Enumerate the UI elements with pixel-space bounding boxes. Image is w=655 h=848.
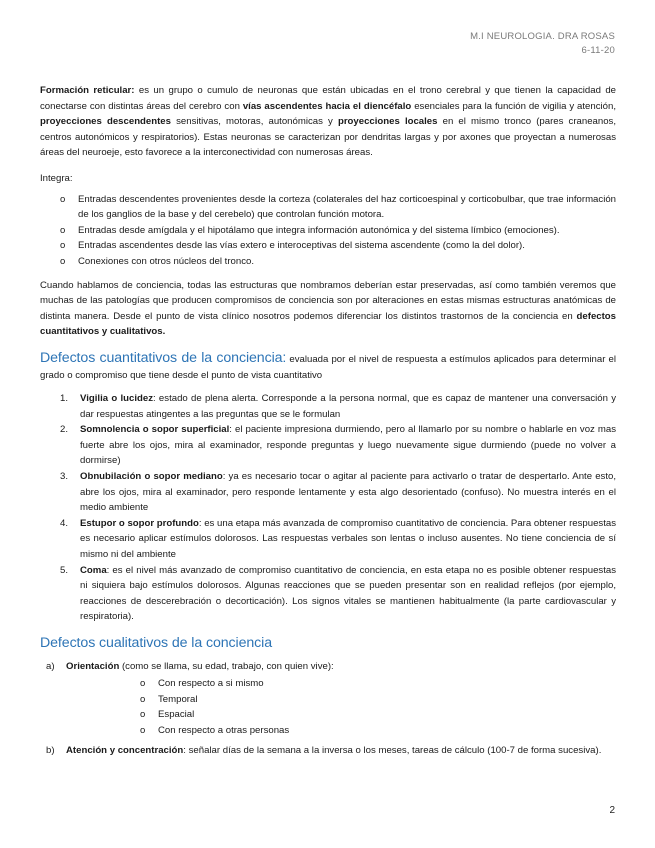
cuantitativos-list (40, 391, 616, 625)
section1-intro-text: evaluada por el nivel de respuesta a estímulos aplicados para determinar el grado o compromiso que tiene desde el punto de vista cuantitativo (40, 353, 617, 381)
item-number: 3. (60, 471, 69, 483)
item-text: : señalar días de la semana a la inversa o los meses, tareas de cálculo (100-7 de forma sucesiva). (183, 744, 602, 756)
item-text: : es una etapa más avanzada de compromiso cuantitativo de conciencia. Para obtener respuestas es necesario aplicar estímulos dolorosos. Las respuestas verbales son lentas o incluso ausentes. No tiene conciencia de sí mismo ni del ambiente (80, 517, 617, 561)
list-item: o Temporal (40, 692, 616, 708)
list-item (40, 516, 616, 563)
integra-label: Integra: (40, 172, 73, 184)
intro-bold-2: proyecciones descendentes (40, 116, 171, 128)
list-item: o Con respecto a si mismo (40, 676, 616, 692)
intro-bold-3: proyecciones locales (337, 116, 438, 128)
section-cuantitativos (40, 351, 616, 625)
item-text: : estado de plena alerta. Corresponde a la persona normal, que es capaz de mantener una conversación y dar respuestas atingentes a las preguntas que se le formulan (80, 393, 616, 420)
term-formacion-reticular: Formación reticular: (40, 85, 135, 96)
item-letter: b) (46, 744, 55, 756)
orientacion-sublist (40, 676, 616, 738)
item-number: 5. (60, 564, 69, 576)
integra-list (40, 192, 616, 270)
list-item: o Entradas desde amígdala y el hipotálamo que integra información autonómica y del sistema límbico (emociones). (40, 223, 616, 239)
list-item (40, 391, 616, 422)
section2-heading: Defectos cualitativos de la conciencia (40, 635, 272, 651)
list-item: o Espacial (40, 707, 616, 723)
atencion-item (40, 743, 616, 759)
list-item: o Con respecto a otras personas (40, 723, 616, 739)
item-number: 4. (60, 517, 69, 529)
page-number: 2 (609, 805, 615, 816)
intro-text-2: esenciales para la función de vigilia y atención, (411, 100, 616, 112)
paragraph2-text: Cuando hablamos de conciencia, todas las estructuras que nombramos deberían estar preservadas, así como también veremos que muchas de las patologías que producen compromisos de conciencia son por alteraciones en estas mismas estructuras anatómicas de distinta manera. Desde el punto de vista clínico nosotros podemos diferenciar los distintos trastornos de la conciencia en (40, 279, 616, 322)
item-number: 1. (60, 393, 69, 405)
item-text: : el paciente impresiona durmiendo, pero al llamarlo por su nombre o hablarle en voz mas fuerte abre los ojos, mira al examinador, responde preguntas y luego nuevamente sigue durmiendo (puede no volver a dormirse) (80, 424, 616, 467)
item-term: Vigilia o lucidez (80, 393, 153, 405)
list-item: o Conexiones con otros núcleos del tronco. (40, 254, 616, 270)
intro-bold-1: vías ascendentes hacia el diencéfalo (242, 100, 412, 112)
item-letter: a) (46, 660, 55, 672)
section1-heading: Defectos cuantitativos de la conciencia: (40, 349, 287, 366)
list-item: o Entradas descendentes provenientes desde la corteza (colaterales del haz corticoespinal y corticobulbar, que trae información de los ganglios de la base y del cerebelo) que controlan función motora. (40, 192, 616, 223)
list-item (40, 563, 616, 625)
section-cualitativos-heading-wrap (40, 636, 616, 653)
item-term: Somnolencia o sopor superficial (80, 424, 230, 436)
item-term: Estupor o sopor profundo (80, 517, 199, 529)
item-term: Obnubilación o sopor mediano (80, 471, 223, 483)
item-text: : ya es necesario tocar o agitar al paciente para activarlo o tratar de despertarlo. Ante esto, abre los ojos, mira al examinador, pero responde lentamente y esta algo desorientado (confuso). No muestra interés en el medio ambiente (80, 471, 616, 514)
header-date: 6-11-20 (581, 45, 615, 56)
document-body (40, 83, 616, 758)
item-term: Atención y concentración (66, 744, 184, 756)
item-term: Orientación (66, 660, 120, 672)
item-term: Coma (80, 564, 107, 576)
paragraph2-bold: defectos cuantitativos y cualitativos. (40, 310, 616, 338)
intro-text-3: sensitivas, motoras, autonómicas y (170, 116, 338, 128)
item-number: 2. (60, 424, 69, 436)
item-text: : es el nivel más avanzado de compromiso cuantitativo de conciencia, en esta etapa no es posible obtener respuestas ni siquiera bajo estímulos dolorosos. Algunas reacciones que se pueden presentar son en realidad reflejos (por ejemplo, reacciones de descerebración o decorticación). Los signos vitales se mantienen habitualmente (la parte cardiovascular y respiratoria). (80, 564, 616, 623)
list-item (40, 422, 616, 469)
header-title: M.I NEUROLOGIA. DRA ROSAS (470, 31, 615, 42)
conciencia-paragraph (40, 278, 616, 340)
intro-paragraph (40, 83, 616, 161)
orientacion-item (40, 659, 616, 675)
list-item (40, 469, 616, 516)
item-text: (como se llama, su edad, trabajo, con quien vive): (119, 660, 334, 672)
intro-text-4: en el mismo tronco (pares craneanos, centros autonómicos y respiratorios). Estas neuronas se caracterizan por dendritas largas y por axones que proyectan a numerosas áreas del neuroeje, esto favorece a la interconectividad con numerosas áreas. (40, 116, 616, 159)
page-header (470, 30, 615, 58)
intro-text-1: es un grupo o cumulo de neuronas que están ubicadas en el trono cerebral y que tienen la capacidad de conectarse con distintas áreas del cerebro con (40, 85, 617, 112)
list-item: o Entradas ascendentes desde las vías extero e interoceptivas del sistema ascendente (como la del dolor). (40, 238, 616, 254)
